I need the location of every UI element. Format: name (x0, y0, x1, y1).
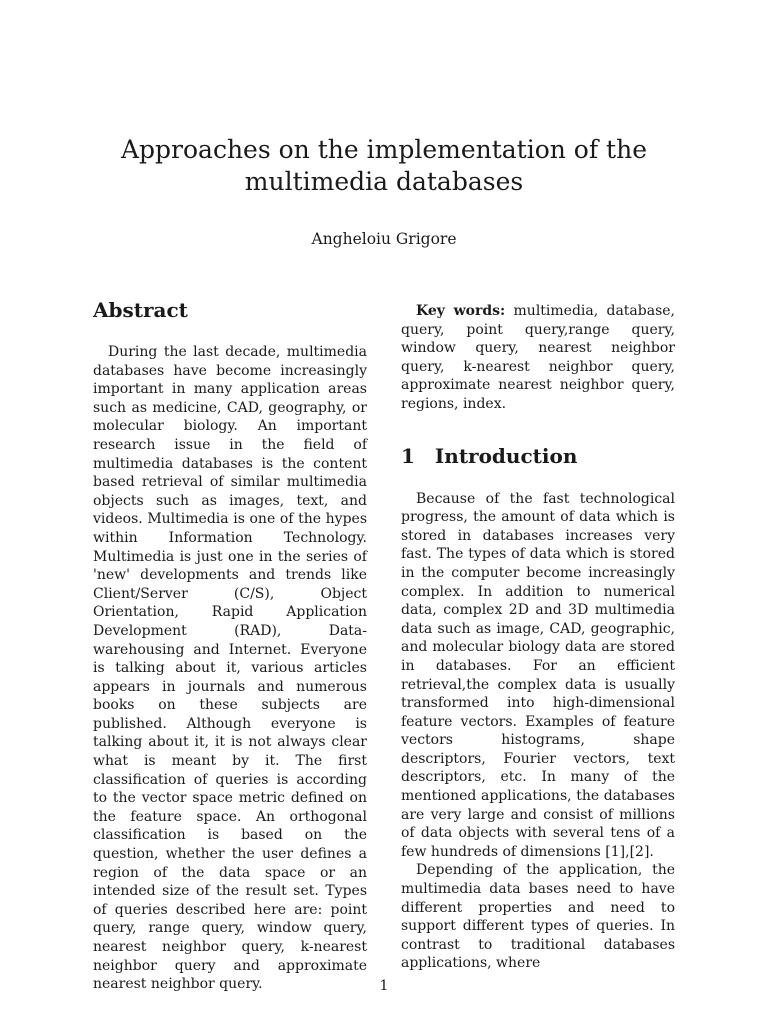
abstract-text: During the last decade, multimedia databases have become increasingly important in many application areas such as medicine, CAD, geography, or molecular biology. An important research issue in the field of multimedia databases is the content based retrieval of similar multimedia objects such as images, text, and videos. Multimedia is one of the hypes within Information Technology. Multimedia is just one in the series of 'new' developments and trends like Client/Server (C/S), Object Orientation, Rapid Application Development (RAD), Data-warehousing and Internet. Everyone is talking about it, various articles appears in journals and numerous books on these subjects are published. Although everyone is talking about it, it is not always clear what is meant by it. The first classification of queries is according to the vector space metric defined on the feature space. An orthogonal classification is based on the question, whether the user defines a region of the data space or an intended size of the result set. Types of queries described here are: point query, range query, window query, nearest neighbor query, k-nearest neighbor query and approximate nearest neighbor query. (93, 344, 367, 993)
intro-paragraph-2: Depending of the application, the multimedia data bases need to have different properties and need to support different types of queries. In contrast to traditional databases applications, where (401, 862, 675, 972)
paper-author: Angheloiu Grigore (311, 230, 457, 248)
left-column (93, 296, 367, 994)
section-heading-introduction (401, 442, 675, 470)
keywords-paragraph (401, 302, 675, 414)
section-title: Introduction (434, 443, 578, 468)
section-number: 1 (401, 443, 415, 468)
right-column (401, 296, 675, 973)
abstract-heading: Abstract (93, 298, 188, 322)
keywords-label: Key words: (416, 303, 506, 319)
intro-paragraph-1: Because of the fast technological progress, the amount of data which is stored in databases increases very fast. The types of data which is stored in the computer become increasingly complex. In addition to numerical data, complex 2D and 3D multimedia data such as image, CAD, geographic, and molecular biology data are stored in databases. For an efficient retrieval,the complex data is usually transformed into high-dimensional feature vectors. Examples of feature vectors histograms, shape descriptors, Fourier vectors, text descriptors, etc. In many of the mentioned applications, the databases are very large and consist of millions of data objects with several tens of a few hundreds of dimensions [1],[2]. (401, 490, 675, 860)
keywords-text: multimedia, database, query, point query,range query, window query, nearest neighbor query, k-nearest neighbor query, approximate nearest neighbor query, regions, index. (401, 303, 675, 412)
page-number: 1 (379, 978, 389, 994)
paper-title: Approaches on the implementation of the multimedia databases (120, 135, 647, 196)
